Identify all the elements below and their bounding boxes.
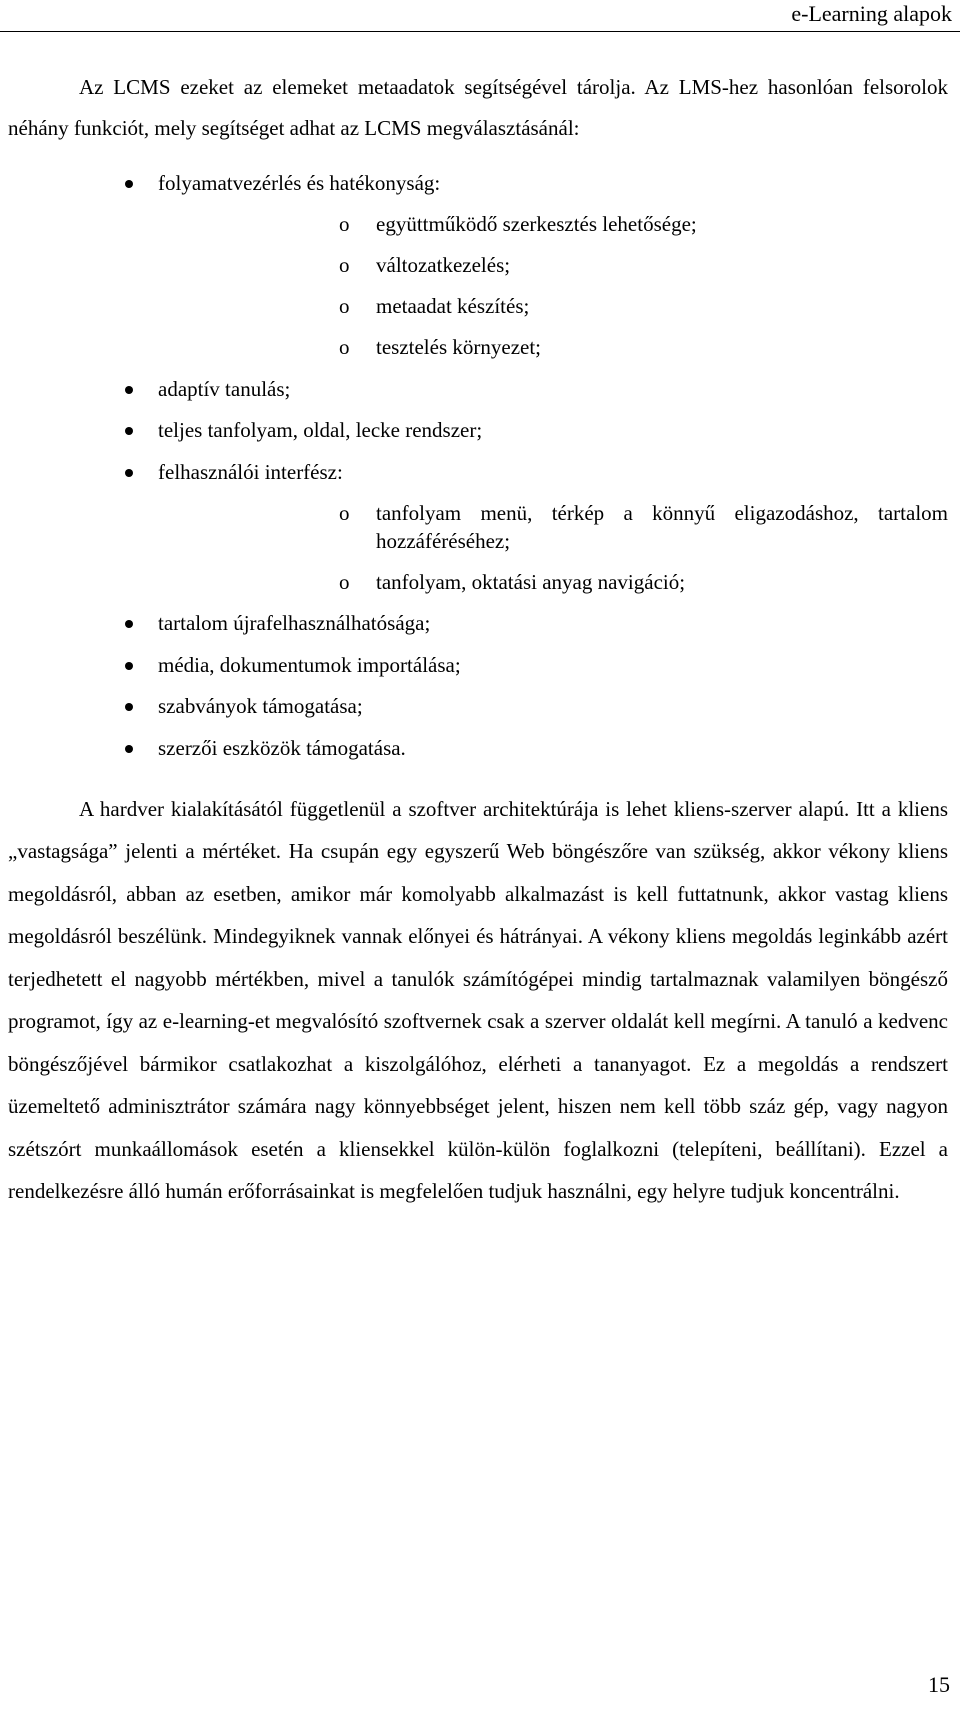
list-item: adaptív tanulás; bbox=[8, 375, 948, 403]
list-item: teljes tanfolyam, oldal, lecke rendszer; bbox=[8, 416, 948, 444]
bullet-icon bbox=[125, 745, 133, 753]
sub-list-item: o metaadat készítés; bbox=[339, 294, 530, 318]
circle-bullet-icon: o bbox=[339, 253, 350, 277]
circle-bullet-icon: o bbox=[339, 294, 350, 318]
bullet-icon bbox=[125, 386, 133, 394]
running-header: e-Learning alapok bbox=[791, 1, 952, 26]
page-number: 15 bbox=[928, 1672, 950, 1697]
sub-list-item: o együttműködő szerkesztés lehetősége; bbox=[339, 212, 697, 236]
sub-list bbox=[158, 499, 948, 596]
feature-list bbox=[8, 169, 948, 762]
list-item: folyamatvezérlés és hatékonyság: o együttműködő szerkesztés lehetősége; o változatkezelés; o metaadat készítés; o tesztelés környezet; bbox=[8, 169, 948, 361]
circle-bullet-icon: o bbox=[339, 335, 350, 359]
circle-bullet-icon: o bbox=[339, 569, 350, 594]
list-item: tartalom újrafelhasználhatósága; bbox=[8, 609, 948, 637]
list-item: szerzői eszközök támogatása. bbox=[8, 734, 948, 762]
body-paragraph: A hardver kialakításától függetlenül a szoftver architektúrája is lehet kliens-szerver alapú. Itt a kliens „vastagsága” jelenti a mértéket. Ha csupán egy egyszerű Web böngészőre van szükség, akkor vékony kliens megoldásról, abban az esetben, amikor már komolyabb alkalmazást is kell futtatnunk, akkor vastag kliens megoldásról beszélünk. Mindegyiknek vannak előnyei és hátrányai. A vékony kliens megoldás leginkább azért terjedhetett el nagyobb mértékben, mivel a tanulók számítógépei mindig tartalmaznak valamilyen böngésző programot, így az e-learning-et megvalósító szoftvernek csak a szerver oldalát kell megírni. A tanuló a kedvenc böngészőjével bármikor csatlakozhat a kiszolgálóhoz, elérheti a tananyagot. Ez a megoldás a rendszert üzemeltető adminisztrátor számára nagy könnyebbséget jelent, hiszen nem kell több száz gép, vagy nagyon szétszórt munkaállomások esetén a kliensekkel külön-külön foglalkozni (telepíteni, beállítani). Ezzel a rendelkezésre álló humán erőforrásainkat is megfelelően tudjuk használni, egy helyre tudjuk koncentrálni. bbox=[8, 796, 948, 1203]
bullet-icon bbox=[125, 703, 133, 711]
page-content bbox=[8, 67, 948, 1213]
circle-bullet-icon: o bbox=[339, 500, 350, 525]
list-item: felhasználói interfész: o tanfolyam menü, térkép a könnyű eligazodáshoz, tartalom hozzáféréséhez; o tanfolyam, oktatási anyag navigáció; bbox=[8, 458, 948, 596]
bullet-icon bbox=[125, 180, 133, 188]
sub-list-item: o tesztelés környezet; bbox=[339, 335, 542, 359]
sub-list-item: o tanfolyam, oktatási anyag navigáció; bbox=[339, 569, 686, 594]
bullet-icon bbox=[125, 662, 133, 670]
sub-list-item: o változatkezelés; bbox=[339, 253, 511, 277]
list-item: média, dokumentumok importálása; bbox=[8, 651, 948, 679]
sub-list-item: o tanfolyam menü, térkép a könnyű eligazodáshoz, tartalom hozzáféréséhez; bbox=[339, 500, 948, 553]
sub-list bbox=[158, 210, 948, 361]
intro-paragraph: Az LCMS ezeket az elemeket metaadatok segítségével tárolja. Az LMS-hez hasonlóan felsorolok néhány funkciót, mely segítséget adhat az LCMS megválasztásánál: bbox=[8, 75, 948, 140]
bullet-icon bbox=[125, 620, 133, 628]
list-item: szabványok támogatása; bbox=[8, 692, 948, 720]
circle-bullet-icon: o bbox=[339, 212, 350, 236]
bullet-icon bbox=[125, 427, 133, 435]
header-divider bbox=[0, 31, 960, 32]
bullet-icon bbox=[125, 469, 133, 477]
